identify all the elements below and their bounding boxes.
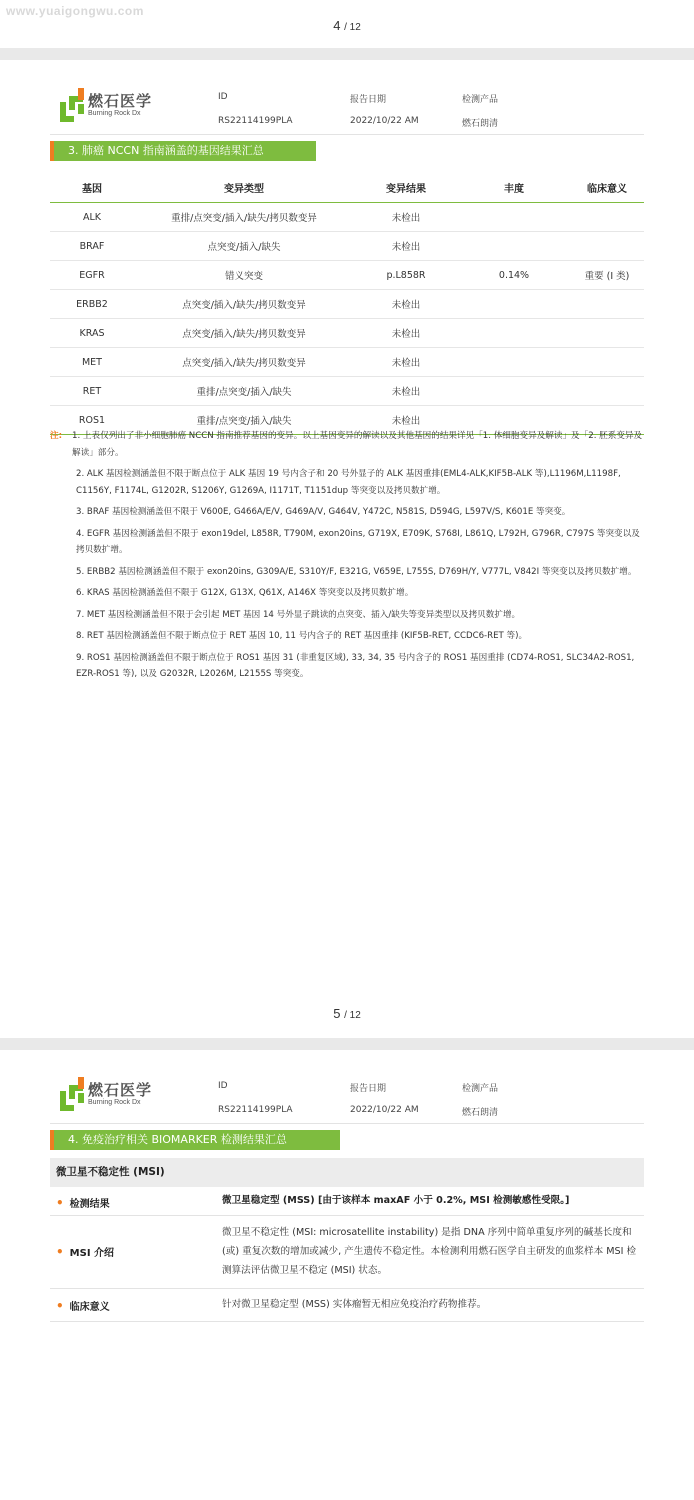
cell-type: 点突变/插入/缺失: [134, 232, 354, 261]
col-abundance: 丰度: [458, 172, 570, 203]
col-result: 变异结果: [354, 172, 458, 203]
product-value: 燃石朗清: [462, 119, 499, 129]
cell-gene: KRAS: [50, 319, 134, 348]
table-notes: [50, 428, 644, 688]
note-item: 2. ALK 基因检测涵盖但不限于断点位于 ALK 基因 19 号内含子和 20 号外显子的 ALK 基因重排(EML4-ALK,KIF5B-ALK 等),L1196M,L1198F, C1156Y, F1174L, G1202R, S1206Y, G1269A, I1171T, T1151dup 等突变以及拷贝数扩增。: [76, 469, 621, 496]
gene-results-table: [50, 172, 644, 435]
msi-row-clinical: [50, 1289, 644, 1322]
msi-row-value: 微卫星稳定型 (MSS) [由于该样本 maxAF 小于 0.2%, MSI 检测敏感性受限。]: [222, 1195, 570, 1206]
cell-type: 重排/点突变/插入/缺失: [134, 377, 354, 406]
cell-result: 未检出: [354, 406, 458, 435]
cell-result: 未检出: [354, 377, 458, 406]
note-item: 6. KRAS 基因检测涵盖但不限于 G12X, G13X, Q61X, A146X 等突变以及拷贝数扩增。: [76, 588, 414, 598]
msi-row-result: [50, 1187, 644, 1216]
cell-type: 重排/点突变/插入/缺失/拷贝数变异: [134, 203, 354, 232]
cell-type: 重排/点突变/插入/缺失: [134, 406, 354, 435]
logo-name: 燃石医学: [88, 1081, 153, 1099]
table-row: [50, 377, 644, 406]
cell-type: 点突变/插入/缺失/拷贝数变异: [134, 290, 354, 319]
page-num: 4: [333, 18, 341, 33]
msi-row-value: 针对微卫星稳定型 (MSS) 实体瘤暂无相应免疫治疗药物推荐。: [222, 1299, 487, 1310]
col-clinical: 临床意义: [570, 172, 644, 203]
product-label: 检测产品: [462, 95, 499, 105]
msi-subheading: 微卫星不稳定性 (MSI): [50, 1158, 644, 1187]
cell-clinical: [570, 290, 644, 319]
cell-clinical: [570, 348, 644, 377]
cell-clinical: [570, 319, 644, 348]
page-number-5: [0, 1006, 694, 1021]
note-item: 4. EGFR 基因检测涵盖但不限于 exon19del, L858R, T790M, exon20ins, G719X, E709K, S768I, L861Q, L792H, G796R, C797S 等突变以及拷贝数扩增。: [76, 528, 640, 555]
cell-clinical: [570, 377, 644, 406]
cell-abundance: [458, 290, 570, 319]
table-row: [50, 203, 644, 232]
page-number-4: [0, 18, 694, 33]
label-text: 临床意义: [69, 1302, 110, 1313]
cell-gene: BRAF: [50, 232, 134, 261]
date-value: 2022/10/22 AM: [350, 1105, 419, 1115]
logo-mark-icon: [60, 88, 86, 124]
page-num: 5: [333, 1006, 341, 1021]
header-divider: [50, 134, 644, 135]
burning-rock-logo: [60, 88, 180, 128]
cell-type: 错义突变: [134, 261, 354, 290]
date-label: 报告日期: [350, 95, 387, 105]
cell-gene: ROS1: [50, 406, 134, 435]
bullet-icon: •: [56, 1245, 64, 1259]
msi-row-label: [56, 1244, 114, 1259]
table-row: [50, 348, 644, 377]
id-value: RS22114199PLA: [218, 1105, 293, 1115]
table-row: [50, 232, 644, 261]
note-label: 注:: [50, 431, 63, 441]
table-row: [50, 319, 644, 348]
label-text: MSI 介绍: [69, 1248, 115, 1259]
cell-result: 未检出: [354, 319, 458, 348]
note-item: 5. ERBB2 基因检测涵盖但不限于 exon20ins, G309A/E, S310Y/F, E321G, V659E, L755S, D769H/Y, V777L, V842I 等突变以及拷贝数扩增。: [76, 566, 637, 577]
table-row: [50, 290, 644, 319]
note-item: 3. BRAF 基因检测涵盖但不限于 V600E, G466A/E/V, G469A/V, G464V, Y472C, N581S, D594G, L597V/S, K601E 等突变。: [76, 507, 571, 517]
cell-abundance: [458, 377, 570, 406]
cell-clinical: [570, 232, 644, 261]
note-item: 8. RET 基因检测涵盖但不限于断点位于 RET 基因 10, 11 号内含子的 RET 基因重排 (KIF5B-RET, CCDC6-RET 等)。: [76, 631, 528, 641]
cell-clinical: 重要 (I 类): [570, 261, 644, 290]
msi-row-label: [56, 1195, 110, 1210]
burning-rock-logo: [60, 1077, 180, 1117]
note-item: 1. 上表仅列出了非小细胞肺癌 NCCN 指南推荐基因的变异。以上基因变异的解读以及其他基因的结果详见「1. 体细胞变异及解读」及「2. 胚系变异及解读」部分。: [72, 431, 643, 458]
cell-gene: ALK: [50, 203, 134, 232]
cell-clinical: [570, 203, 644, 232]
id-label: ID: [218, 1081, 228, 1091]
logo-sub: Burning Rock Dx: [88, 1099, 141, 1106]
note-item: 7. MET 基因检测涵盖但不限于会引起 MET 基因 14 号外显子跳读的点突变、插入/缺失等变异类型以及拷贝数扩增。: [76, 609, 521, 620]
label-text: 检测结果: [69, 1199, 110, 1210]
cell-result: 未检出: [354, 203, 458, 232]
msi-row-label: [56, 1298, 110, 1313]
note-item: 9. ROS1 基因检测涵盖但不限于断点位于 ROS1 基因 31 (非重复区域), 33, 34, 35 号内含子的 ROS1 基因重排 (CD74-ROS1, SLC34A2-ROS1, EZR-ROS1 等), 以及 G2032R, L2026M, L2155S 等突变。: [76, 652, 635, 679]
date-label: 报告日期: [350, 1084, 387, 1094]
page-total: / 12: [344, 1010, 361, 1021]
col-gene: 基因: [50, 172, 134, 203]
logo-sub: Burning Rock Dx: [88, 110, 141, 117]
product-value: 燃石朗清: [462, 1108, 499, 1118]
logo-mark-icon: [60, 1077, 86, 1113]
cell-gene: RET: [50, 377, 134, 406]
msi-row-value: 微卫星不稳定性 (MSI: microsatellite instability) 是指 DNA 序列中简单重复序列的碱基长度和 (或) 重复次数的增加或减少, 产生遗传不稳定性。本检测利用燃石医学自主研发的血浆样本 MSI 检测算法评估微卫星不稳定 (MSI) 状态。: [222, 1227, 637, 1276]
msi-row-intro: [50, 1216, 644, 1289]
cell-abundance: [458, 232, 570, 261]
page-total: / 12: [344, 22, 361, 33]
section-4-title: 4. 免疫治疗相关 BIOMARKER 检测结果汇总: [50, 1130, 340, 1150]
cell-gene: MET: [50, 348, 134, 377]
cell-abundance: [458, 348, 570, 377]
cell-result: 未检出: [354, 348, 458, 377]
cell-gene: EGFR: [50, 261, 134, 290]
cell-result: 未检出: [354, 290, 458, 319]
id-value: RS22114199PLA: [218, 116, 293, 126]
cell-gene: ERBB2: [50, 290, 134, 319]
col-variant-type: 变异类型: [134, 172, 354, 203]
section-3-title: 3. 肺癌 NCCN 指南涵盖的基因结果汇总: [50, 141, 316, 161]
cell-abundance: 0.14%: [458, 261, 570, 290]
cell-type: 点突变/插入/缺失/拷贝数变异: [134, 348, 354, 377]
table-row: [50, 261, 644, 290]
date-value: 2022/10/22 AM: [350, 116, 419, 126]
cell-result: 未检出: [354, 232, 458, 261]
cell-abundance: [458, 203, 570, 232]
bullet-icon: •: [56, 1299, 64, 1313]
product-label: 检测产品: [462, 1084, 499, 1094]
logo-name: 燃石医学: [88, 92, 153, 110]
cell-result: p.L858R: [354, 261, 458, 290]
cell-type: 点突变/插入/缺失/拷贝数变异: [134, 319, 354, 348]
bullet-icon: •: [56, 1196, 64, 1210]
header-divider: [50, 1123, 644, 1124]
id-label: ID: [218, 92, 228, 102]
watermark: www.yuaigongwu.com: [6, 4, 144, 18]
cell-abundance: [458, 319, 570, 348]
